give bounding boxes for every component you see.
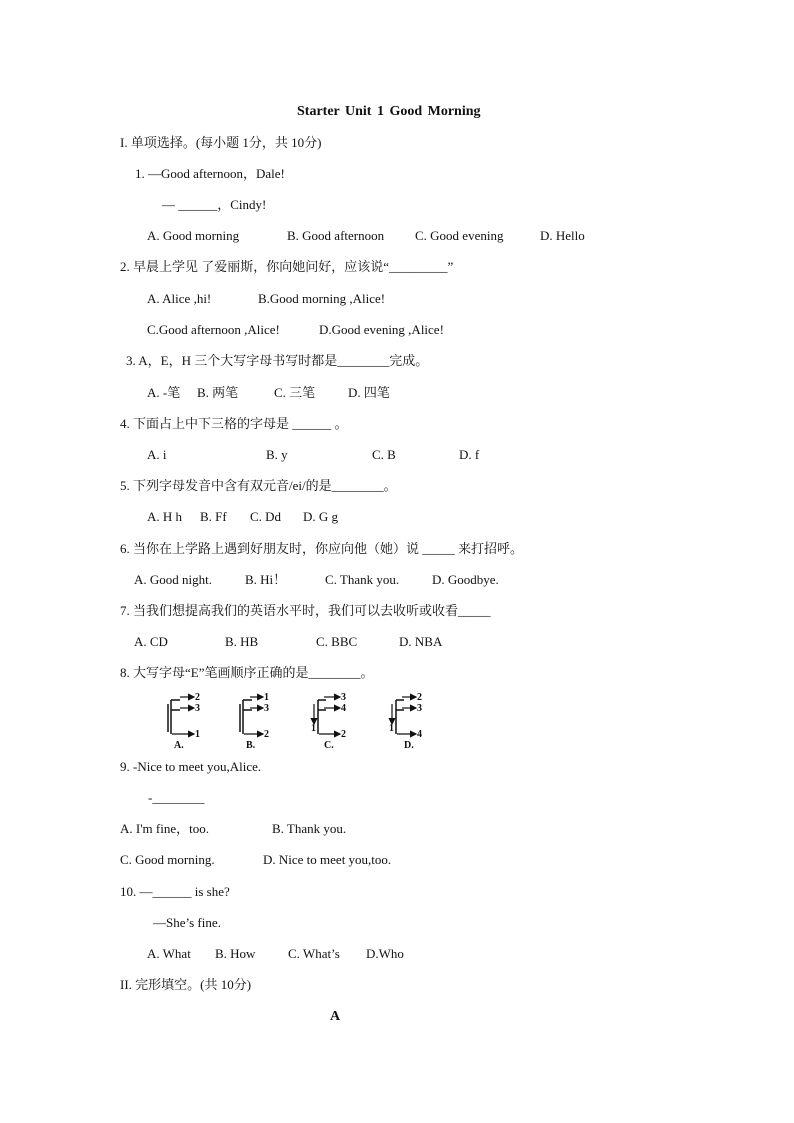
q10-opt-c: C. What’s [288, 946, 340, 961]
option-b-label: B. [246, 740, 256, 751]
option-c-label: C. [324, 740, 334, 751]
q1-opt-b: B. Good afternoon [287, 228, 385, 243]
option-c-stroke-3: 1 [311, 723, 316, 734]
q5-stem: 5. 下列字母发音中含有双元音/ei/的是________。 [120, 478, 397, 493]
q4-opt-c: C. B [372, 447, 396, 462]
q2-opt-a: A. Alice ,hi! [147, 291, 212, 306]
q5-opt-c: C. Dd [250, 509, 282, 524]
option-c-stroke-2: 4 [341, 703, 346, 714]
q6-stem: 6. 当你在上学路上遇到好朋友时，你应向他（她）说 _____ 来打招呼。 [120, 541, 524, 556]
q5-opt-a: A. H h [147, 509, 183, 524]
option-a-stroke-2: 3 [195, 703, 200, 714]
q7-opt-b: B. HB [225, 634, 259, 649]
q9-opt-b: B. Thank you. [272, 821, 347, 836]
q8-stem: 8. 大写字母“E”笔画顺序正确的是________。 [120, 665, 374, 680]
q3-opt-c: C. 三笔 [274, 385, 316, 400]
q1-line1: 1. —Good afternoon，Dale! [135, 166, 285, 181]
q7-stem: 7. 当我们想提高我们的英语水平时，我们可以去收听或收看_____ [120, 603, 491, 618]
q10-opt-d: D.Who [366, 946, 404, 961]
q3-stem: 3. A，E，H 三个大写字母书写时都是________完成。 [126, 353, 429, 368]
q7-opt-a: A. CD [134, 634, 168, 649]
q10-line1: 10. —______ is she? [120, 884, 230, 899]
option-d-stroke-3: 1 [389, 723, 394, 734]
q9-line1: 9. -Nice to meet you,Alice. [120, 759, 262, 774]
option-b-stroke-3: 2 [264, 729, 269, 740]
q2-stem: 2. 早晨上学见 了爱丽斯，你向她问好，应该说“_________” [120, 259, 454, 274]
option-a-stroke-1: 2 [195, 692, 200, 703]
q4-opt-b: B. y [266, 447, 288, 462]
option-d-stroke-diagram [389, 692, 422, 751]
q1-opt-c: C. Good evening [415, 228, 504, 243]
option-d-label: D. [404, 740, 414, 751]
passage-a-label: A [330, 1009, 341, 1024]
option-c-stroke-4: 2 [341, 729, 346, 740]
e-stroke-order-figure [160, 690, 440, 752]
page-title: Starter Unit 1 Good Morning [297, 104, 481, 119]
option-a-stroke-diagram [168, 692, 200, 751]
option-d-stroke-4: 4 [417, 729, 422, 740]
q3-opt-b: B. 两笔 [197, 385, 239, 400]
q9-opt-d: D. Nice to meet you,too. [263, 852, 392, 867]
q1-opt-d: D. Hello [540, 228, 585, 243]
q4-opt-d: D. f [459, 447, 480, 462]
q2-opt-c: C.Good afternoon ,Alice! [147, 322, 280, 337]
q3-opt-a: A. -笔 [147, 385, 181, 400]
option-c-stroke-diagram [311, 692, 346, 751]
option-b-stroke-1: 1 [264, 692, 269, 703]
q9-opt-a: A. I'm fine，too. [120, 821, 209, 836]
q3-opt-d: D. 四笔 [348, 385, 390, 400]
q5-opt-d: D. G g [303, 509, 339, 524]
q10-opt-b: B. How [215, 946, 256, 961]
option-b-stroke-2: 3 [264, 703, 269, 714]
section2-heading: II. 完形填空。(共 10分) [120, 977, 252, 992]
q5-opt-b: B. Ff [200, 509, 227, 524]
option-d-stroke-2: 3 [417, 703, 422, 714]
q4-stem: 4. 下面占上中下三格的字母是 ______ 。 [120, 416, 348, 431]
q2-opt-b: B.Good morning ,Alice! [258, 291, 386, 306]
q6-opt-b: B. Hi！ [245, 572, 287, 587]
option-b-stroke-diagram [240, 692, 269, 751]
q10-line2: —She’s fine. [153, 915, 221, 930]
q7-opt-d: D. NBA [399, 634, 443, 649]
option-a-label: A. [174, 740, 184, 751]
q6-opt-a: A. Good night. [134, 572, 212, 587]
q2-opt-d: D.Good evening ,Alice! [319, 322, 444, 337]
section1-heading: I. 单项选择。(每小题 1分，共 10分) [120, 135, 322, 150]
q6-opt-d: D. Goodbye. [432, 572, 499, 587]
q9-line2: -________ [148, 790, 205, 805]
q1-line2: — ______，Cindy! [162, 197, 267, 212]
q7-opt-c: C. BBC [316, 634, 358, 649]
q10-opt-a: A. What [147, 946, 191, 961]
option-d-stroke-1: 2 [417, 692, 422, 703]
q1-opt-a: A. Good morning [147, 228, 240, 243]
q6-opt-c: C. Thank you. [325, 572, 400, 587]
option-a-stroke-3: 1 [195, 729, 200, 740]
q4-opt-a: A. i [147, 447, 167, 462]
option-c-stroke-1: 3 [341, 692, 346, 703]
q9-opt-c: C. Good morning. [120, 852, 215, 867]
